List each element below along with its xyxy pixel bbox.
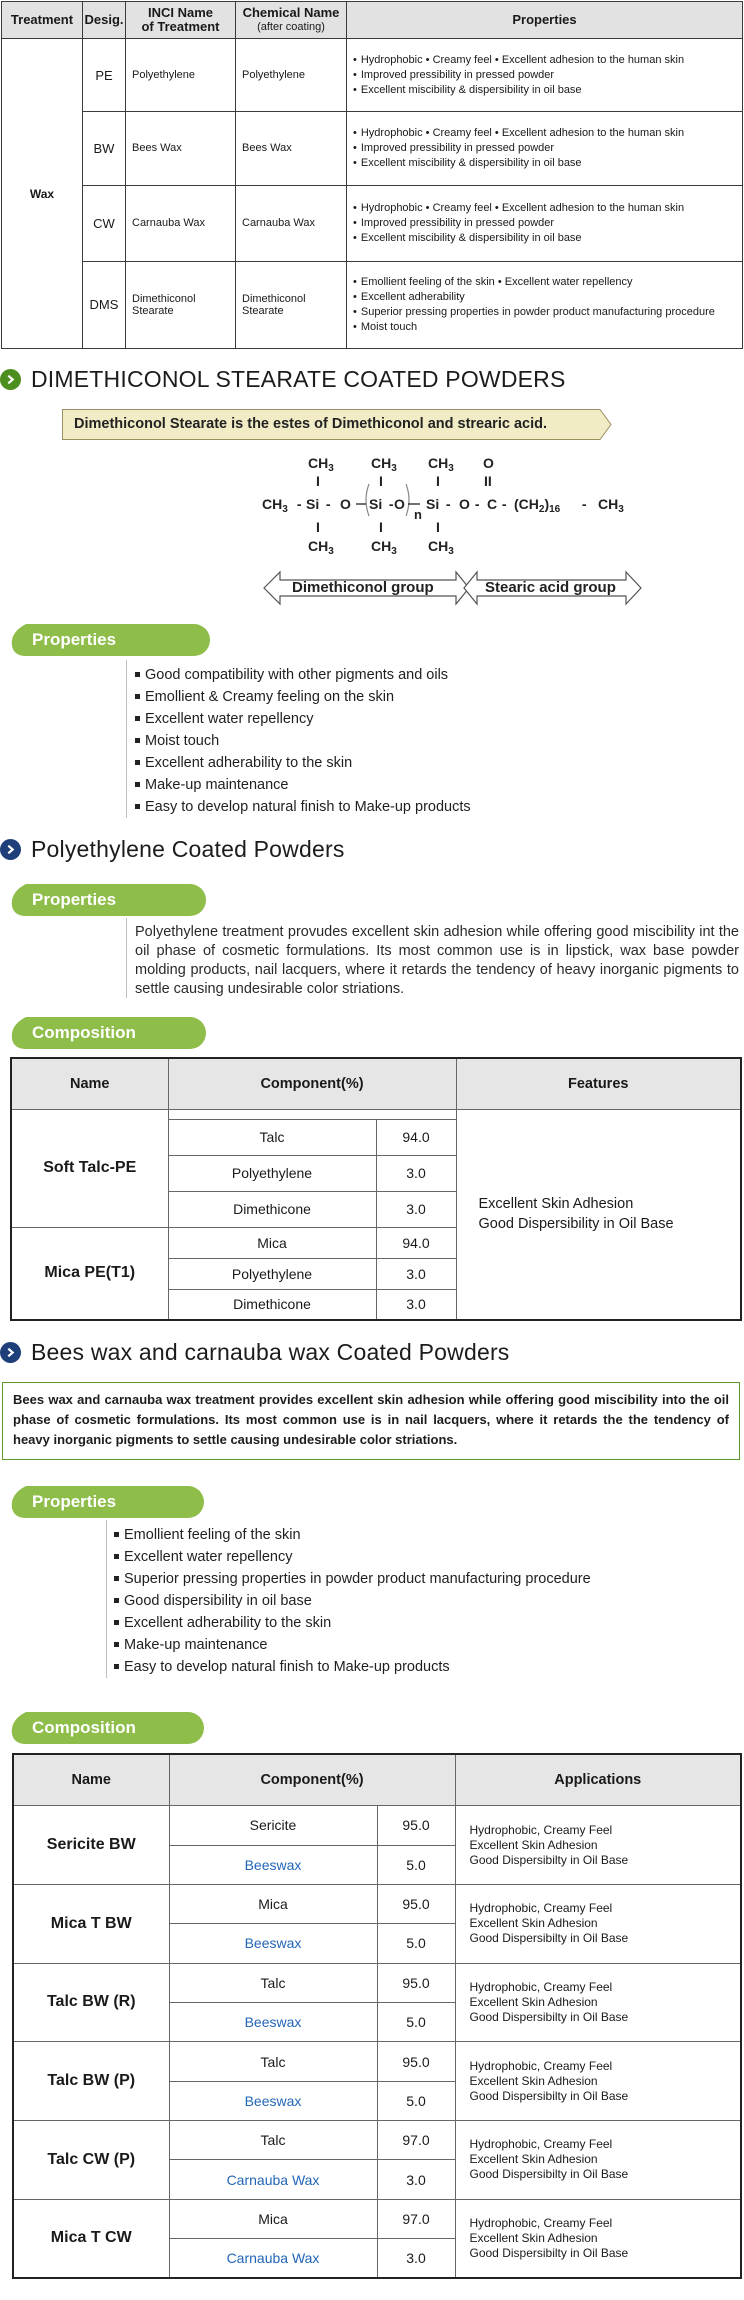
- application-line: Excellent Skin Adhesion: [469, 2073, 598, 2088]
- table-header-row: [11, 1058, 741, 1109]
- component-pct: 3.0: [376, 1258, 456, 1289]
- list-item: • Improved pressibility in pressed powder: [353, 216, 736, 231]
- applications-cell: [455, 1806, 741, 1885]
- header-component: Component(%): [169, 1754, 455, 1806]
- list-item: Emollient feeling of the skin: [114, 1524, 591, 1546]
- properties-pill: [10, 884, 206, 916]
- bond: I: [379, 519, 383, 535]
- header-name: Name: [13, 1754, 169, 1806]
- component-name: Talc: [169, 2121, 377, 2160]
- chevron-right-icon: [0, 1342, 21, 1363]
- inci-cell: Carnauba Wax: [126, 185, 236, 261]
- component-pct: 95.0: [377, 1806, 455, 1845]
- component-name: Mica: [168, 1227, 376, 1258]
- bw-section-header: [0, 1339, 510, 1366]
- component-pct: 95.0: [377, 1963, 455, 2002]
- chain-dash: -: [442, 496, 455, 512]
- table-row: [13, 1806, 741, 1845]
- component-pct: 5.0: [377, 1924, 455, 1963]
- bond: I: [316, 519, 320, 535]
- inci-cell: Polyethylene: [126, 39, 236, 112]
- component-name: Talc: [169, 1963, 377, 2002]
- product-name: Sericite BW: [13, 1806, 169, 1885]
- list-item: Excellent water repellency: [114, 1546, 591, 1568]
- table-row: [13, 1963, 741, 2002]
- features-cell: [456, 1109, 741, 1320]
- methyl-group: $CH_3$: [308, 455, 334, 474]
- bw-section-title: Bees wax and carnauba wax Coated Powders: [31, 1339, 510, 1365]
- bw-intro-box: Bees wax and carnauba wax treatment provides excellent skin adhesion while offering good miscibility into the oil phase of cosmetic formulations. Its most common use is in nail lacquers, where it retards the the tendency of heavy inorganic pigments to settle causing undesirable color striations.: [2, 1382, 740, 1460]
- product-name: Soft Talc-PE: [11, 1109, 168, 1227]
- component-name: Mica: [169, 2199, 377, 2238]
- methyl-group: $CH_3$: [371, 455, 397, 474]
- silicon-atom: Si: [306, 496, 320, 512]
- application-line: Excellent Skin Adhesion: [469, 2230, 598, 2245]
- chain-dash: -: [293, 496, 306, 512]
- application-line: Good Dispersibilty in Oil Base: [469, 2245, 629, 2260]
- coating-name: Carnauba Wax: [169, 2160, 377, 2199]
- chain-end: $CH_3$: [598, 496, 624, 515]
- methyl-group: $CH_3$: [308, 538, 334, 557]
- list-item: Good compatibility with other pigments and oils: [135, 664, 471, 686]
- application-line: Hydrophobic, Creamy Feel: [469, 2215, 613, 2230]
- application-line: Excellent Skin Adhesion: [469, 1837, 598, 1852]
- header-inci: INCI Name of Treatment: [126, 2, 236, 39]
- header-chemical-name: Chemical Name (after coating): [236, 2, 347, 39]
- table-row: [13, 2121, 741, 2160]
- applications-cell: [455, 2199, 741, 2278]
- list-item: Good dispersibility in oil base: [114, 1590, 591, 1612]
- component-name: Talc: [169, 2042, 377, 2081]
- chain-dash: -: [498, 496, 511, 512]
- application-line: Hydrophobic, Creamy Feel: [469, 1901, 613, 1916]
- methyl-group: $CH_3$: [371, 538, 397, 557]
- bond: I: [379, 473, 383, 489]
- pe-composition-table: [10, 1057, 742, 1321]
- chain-start: $CH_3$: [262, 496, 288, 515]
- list-item: Excellent adherability to the skin: [135, 752, 471, 774]
- stearic-chain: $(CH_2)_{16}$: [514, 496, 561, 515]
- component-pct: 95.0: [377, 2042, 455, 2081]
- properties-label: Properties: [32, 1492, 117, 1511]
- treatment-cell: Wax: [2, 39, 83, 349]
- composition-label: Composition: [32, 1023, 136, 1042]
- chem-cell: Dimethiconol Stearate: [236, 261, 347, 348]
- applications-cell: [455, 2042, 741, 2121]
- chain-dash: -: [322, 496, 335, 512]
- list-item: • Emollient feeling of the skin • Excellent water repellency: [353, 275, 736, 290]
- header-properties: Properties: [347, 2, 743, 39]
- chain-dash: -: [471, 496, 484, 512]
- product-name: Mica T CW: [13, 2199, 169, 2278]
- dms-properties-list: [135, 664, 471, 818]
- dimethiconol-group-label: Dimethiconol group: [292, 579, 434, 596]
- applications-cell: [455, 1884, 741, 1963]
- application-line: Good Dispersibilty in Oil Base: [469, 2088, 629, 2103]
- component-name: Mica: [169, 1884, 377, 1923]
- feature-line: Excellent Skin Adhesion: [478, 1196, 634, 1213]
- inci-cell: Bees Wax: [126, 112, 236, 185]
- list-item: Easy to develop natural finish to Make-up products: [135, 796, 471, 818]
- component-name: Polyethylene: [168, 1258, 376, 1289]
- dms-section-title: DIMETHICONOL STEARATE COATED POWDERS: [31, 366, 566, 392]
- inci-cell: Dimethiconol Stearate: [126, 261, 236, 348]
- product-name: Talc CW (P): [13, 2121, 169, 2200]
- chem-cell: Carnauba Wax: [236, 185, 347, 261]
- table-row: [13, 2199, 741, 2238]
- component-name: Sericite: [169, 1806, 377, 1845]
- double-bond: II: [484, 473, 492, 489]
- properties-label: Properties: [32, 630, 117, 649]
- bw-composition-table: [12, 1753, 742, 2279]
- oxygen-atom: O: [459, 496, 470, 512]
- table-row: [13, 2042, 741, 2081]
- product-name: Talc BW (P): [13, 2042, 169, 2121]
- list-item: Excellent water repellency: [135, 708, 471, 730]
- application-line: Good Dispersibilty in Oil Base: [469, 2009, 629, 2024]
- list-item: Make-up maintenance: [135, 774, 471, 796]
- coating-name: Carnauba Wax: [169, 2239, 377, 2278]
- list-item: • Improved pressibility in pressed powder: [353, 141, 736, 156]
- list-item: Easy to develop natural finish to Make-up products: [114, 1656, 591, 1678]
- bond: I: [436, 473, 440, 489]
- list-item: Superior pressing properties in powder product manufacturing procedure: [114, 1568, 591, 1590]
- application-line: Hydrophobic, Creamy Feel: [469, 1822, 613, 1837]
- feature-line: Good Dispersibility in Oil Base: [478, 1216, 674, 1233]
- pe-description: Polyethylene treatment provudes excellent skin adhesion while offering good miscibility int the oil phase of cosmetic formulations. Its most common use is in lipstick, wax base powder molding products, nail lacquers, where it retards the tendency of heavy inorganic pigments to settle causing undesirable color striations.: [135, 924, 739, 997]
- header-desig: Desig.: [83, 2, 126, 39]
- list-item: • Excellent miscibility & dispersibility in oil base: [353, 231, 736, 246]
- component-pct: 3.0: [376, 1289, 456, 1320]
- applications-cell: [455, 1963, 741, 2042]
- coating-name: Beeswax: [169, 1924, 377, 1963]
- repeat-index: n: [414, 507, 422, 522]
- component-pct: 3.0: [377, 2160, 455, 2199]
- chain-dash: -: [385, 496, 394, 512]
- component-pct: 94.0: [376, 1119, 456, 1155]
- component-name: Talc: [168, 1119, 376, 1155]
- application-line: Excellent Skin Adhesion: [469, 1916, 598, 1931]
- pe-section-title: Polyethylene Coated Powders: [31, 836, 345, 862]
- applications-cell: [455, 2121, 741, 2200]
- bw-properties-list: [114, 1524, 591, 1678]
- composition-label: Composition: [32, 1718, 136, 1737]
- component-pct: 3.0: [376, 1191, 456, 1227]
- list-item: • Moist touch: [353, 320, 736, 335]
- list-item: • Superior pressing properties in powder product manufacturing procedure: [353, 305, 736, 320]
- list-item: • Hydrophobic • Creamy feel • Excellent adhesion to the human skin: [353, 126, 736, 141]
- application-line: Hydrophobic, Creamy Feel: [469, 2137, 613, 2152]
- list-item: • Excellent miscibility & dispersibility in oil base: [353, 156, 736, 171]
- table-header-row: [13, 1754, 741, 1806]
- methyl-group: $CH_3$: [428, 455, 454, 474]
- list-item: Emollient & Creamy feeling on the skin: [135, 686, 471, 708]
- list-item: Make-up maintenance: [114, 1634, 591, 1656]
- properties-label: Properties: [32, 890, 117, 909]
- application-line: Hydrophobic, Creamy Feel: [469, 2058, 613, 2073]
- component-pct: 5.0: [377, 2081, 455, 2120]
- application-line: Excellent Skin Adhesion: [469, 2152, 598, 2167]
- oxygen-atom: O: [394, 496, 405, 512]
- header-applications: Applications: [455, 1754, 741, 1806]
- component-name: Dimethicone: [168, 1289, 376, 1320]
- header-features: Features: [456, 1058, 741, 1109]
- component-name: Polyethylene: [168, 1155, 376, 1191]
- product-name: Mica T BW: [13, 1884, 169, 1963]
- product-name: Talc BW (R): [13, 1963, 169, 2042]
- header-component: Component(%): [168, 1058, 456, 1109]
- chevron-right-icon: [0, 839, 21, 860]
- oxygen-atom: O: [340, 496, 351, 512]
- chain-dash: -: [578, 496, 591, 512]
- list-item: Excellent adherability to the skin: [114, 1612, 591, 1634]
- guide-line: [126, 918, 127, 998]
- component-pct: 5.0: [377, 2002, 455, 2041]
- component-pct: 94.0: [376, 1227, 456, 1258]
- chem-cell: Bees Wax: [236, 112, 347, 185]
- list-item: • Hydrophobic • Creamy feel • Excellent adhesion to the human skin: [353, 201, 736, 216]
- application-line: Good Dispersibilty in Oil Base: [469, 1852, 629, 1867]
- application-line: Excellent Skin Adhesion: [469, 1994, 598, 2009]
- structure-brackets: [0, 0, 744, 560]
- application-line: Hydrophobic, Creamy Feel: [469, 1979, 613, 1994]
- component-pct: 3.0: [376, 1155, 456, 1191]
- list-item: • Improved pressibility in pressed powder: [353, 68, 736, 83]
- carbonyl-oxygen: O: [483, 455, 494, 471]
- silicon-atom: Si: [369, 496, 383, 512]
- guide-line: [106, 1520, 107, 1678]
- component-pct: 97.0: [377, 2121, 455, 2160]
- composition-pill: [10, 1017, 206, 1049]
- composition-pill: [10, 1712, 204, 1744]
- coating-name: Beeswax: [169, 2081, 377, 2120]
- component-pct: 95.0: [377, 1884, 455, 1923]
- coating-name: Beeswax: [169, 1845, 377, 1884]
- header-name: Name: [11, 1058, 168, 1109]
- component-pct: 3.0: [377, 2239, 455, 2278]
- spacer-cell: [168, 1109, 456, 1119]
- properties-pill: [10, 624, 210, 656]
- desig-cell: DMS: [83, 261, 126, 348]
- stearic-group-label: Stearic acid group: [485, 579, 616, 596]
- pe-section-header: [0, 836, 345, 863]
- list-item: • Hydrophobic • Creamy feel • Excellent adhesion to the human skin: [353, 53, 736, 68]
- carbon-atom: C: [487, 496, 498, 512]
- coating-name: Beeswax: [169, 2002, 377, 2041]
- bond: I: [436, 519, 440, 535]
- silicon-atom: Si: [426, 496, 440, 512]
- guide-line: [126, 660, 127, 818]
- bond: I: [316, 473, 320, 489]
- component-name: Dimethicone: [168, 1191, 376, 1227]
- list-item: • Excellent miscibility & dispersibility in oil base: [353, 83, 736, 98]
- component-pct: 5.0: [377, 1845, 455, 1884]
- component-pct: 97.0: [377, 2199, 455, 2238]
- dms-banner-text: Dimethiconol Stearate is the estes of Dimethiconol and strearic acid.: [74, 416, 547, 432]
- list-item: • Excellent adherability: [353, 290, 736, 305]
- application-line: Good Dispersibilty in Oil Base: [469, 2167, 629, 2182]
- table-row: [13, 1884, 741, 1923]
- desig-cell: BW: [83, 112, 126, 185]
- header-treatment: Treatment: [2, 2, 83, 39]
- chem-cell: Polyethylene: [236, 39, 347, 112]
- product-name: Mica PE(T1): [11, 1227, 168, 1320]
- properties-pill: [10, 1486, 204, 1518]
- desig-cell: CW: [83, 185, 126, 261]
- methyl-group: $CH_3$: [428, 538, 454, 557]
- list-item: Moist touch: [135, 730, 471, 752]
- desig-cell: PE: [83, 39, 126, 112]
- application-line: Good Dispersibilty in Oil Base: [469, 1931, 629, 1946]
- spacer-row: [11, 1109, 741, 1119]
